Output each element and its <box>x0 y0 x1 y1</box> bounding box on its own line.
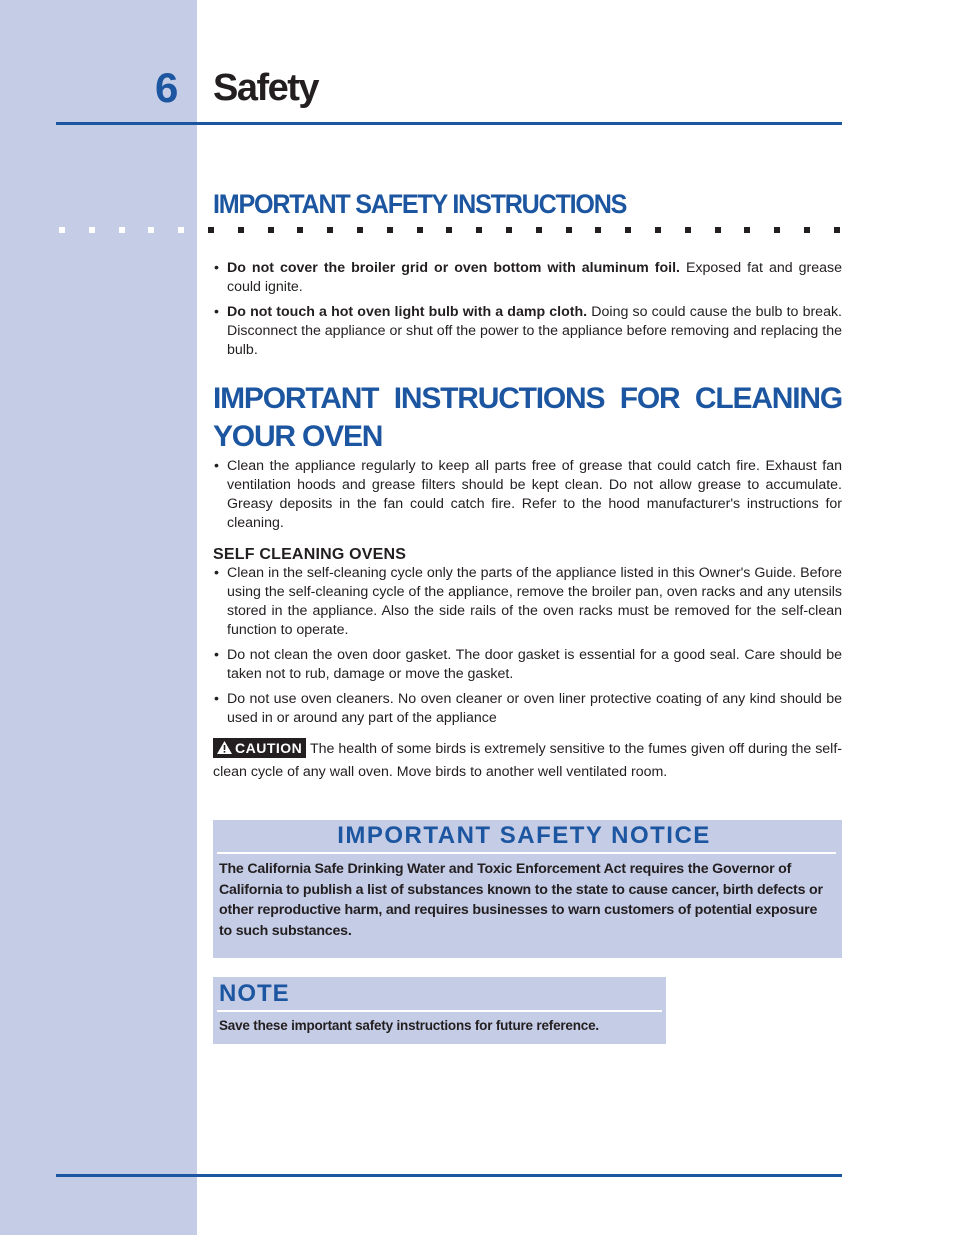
header-rule <box>56 122 842 125</box>
note-title: NOTE <box>219 980 290 1007</box>
self-cleaning-list <box>213 564 842 728</box>
divider-dot <box>476 227 482 233</box>
divider-dot <box>59 227 65 233</box>
divider-dot <box>685 227 691 233</box>
list-item: • Clean in the self-cleaning cycle only the parts of the appliance listed in this Owner's Guide. Before using the self-cleaning cycle of the appliance, remove the broiler pan, oven racks and any utensils stored in the appliance. Also the side rails of the oven racks must be removed for the self-clean function to operate. <box>213 564 842 640</box>
divider-dot <box>327 227 333 233</box>
divider-dot <box>506 227 512 233</box>
notice-body: The California Safe Drinking Water and Toxic Enforcement Act requires the Governor of California to publish a list of substances known to the state to cause cancer, birth defects or other reproductive harm, and requires businesses to warn customers of potential exposure to such substances. <box>219 861 823 939</box>
caution-label: CAUTION <box>235 740 303 756</box>
cleaning-list <box>213 457 842 533</box>
section-heading-cleaning: IMPORTANT INSTRUCTIONS FOR CLEANING YOUR OVEN <box>213 382 842 453</box>
caution-text: The health of some birds is extremely sensitive to the fumes given off during the self-clean cycle of any wall oven. Move birds to another well ventilated room. <box>213 741 842 780</box>
note-box <box>213 977 666 1044</box>
warning-icon <box>217 739 232 757</box>
section-heading-safety-instructions: IMPORTANT SAFETY INSTRUCTIONS <box>213 189 627 219</box>
divider-dot <box>595 227 601 233</box>
divider-dot <box>625 227 631 233</box>
divider-dot <box>268 227 274 233</box>
page-sidebar <box>0 0 197 1235</box>
list-item-text: Exposed fat and grease could ignite. <box>227 260 842 295</box>
page-number: 6 <box>155 64 178 111</box>
divider-dot <box>536 227 542 233</box>
divider-dot <box>774 227 780 233</box>
list-item: • Do not clean the oven door gasket. The door gasket is essential for a good seal. Care should be taken not to rub, damage or move the gasket. <box>213 646 842 684</box>
list-item-text: Doing so could cause the bulb to break. Disconnect the appliance or shut off the power to the appliance before removing and replacing the bulb. <box>227 304 842 358</box>
divider-dot <box>446 227 452 233</box>
divider-dot <box>804 227 810 233</box>
caution-paragraph <box>213 738 842 784</box>
divider-dot <box>238 227 244 233</box>
footer-rule <box>56 1174 842 1177</box>
list-item: • Do not use oven cleaners. No oven cleaner or oven liner protective coating of any kind should be used in or around any part of the appliance <box>213 690 842 728</box>
divider-dot <box>715 227 721 233</box>
important-safety-notice <box>213 820 842 958</box>
list-item <box>213 259 842 297</box>
safety-instructions-list-container <box>213 259 842 366</box>
divider-dot <box>297 227 303 233</box>
divider-dot <box>357 227 363 233</box>
page-title: Safety <box>213 67 319 109</box>
cleaning-section <box>213 380 842 784</box>
divider-dot <box>148 227 154 233</box>
subheading-self-cleaning: SELF CLEANING OVENS <box>213 546 407 563</box>
list-item-lead: Do not touch a hot oven light bulb with a damp cloth. <box>227 304 588 320</box>
divider-dot <box>566 227 572 233</box>
divider-dot <box>417 227 423 233</box>
note-body: Save these important safety instructions for future reference. <box>219 1018 599 1033</box>
notice-title: IMPORTANT SAFETY NOTICE <box>337 822 711 849</box>
note-divider <box>217 1010 662 1012</box>
divider-dot <box>655 227 661 233</box>
list-item-lead: Do not cover the broiler grid or oven bottom with aluminum foil. <box>227 260 680 276</box>
dotted-divider <box>56 227 842 235</box>
safety-instructions-list <box>213 259 842 360</box>
divider-dot <box>834 227 840 233</box>
divider-dot <box>178 227 184 233</box>
divider-dot <box>119 227 125 233</box>
list-item <box>213 303 842 360</box>
list-item: • Clean the appliance regularly to keep all parts free of grease that could catch fire. Exhaust fan ventilation hoods and grease filters should be kept clean. Do not allow grease to accumulate. Greasy deposits in the fan could catch fire. Refer to the hood manufacturer's instructions for cleaning. <box>213 457 842 533</box>
divider-dot <box>89 227 95 233</box>
notice-divider <box>217 852 836 854</box>
caution-badge <box>213 738 306 758</box>
divider-dot <box>387 227 393 233</box>
divider-dot <box>208 227 214 233</box>
divider-dot <box>744 227 750 233</box>
